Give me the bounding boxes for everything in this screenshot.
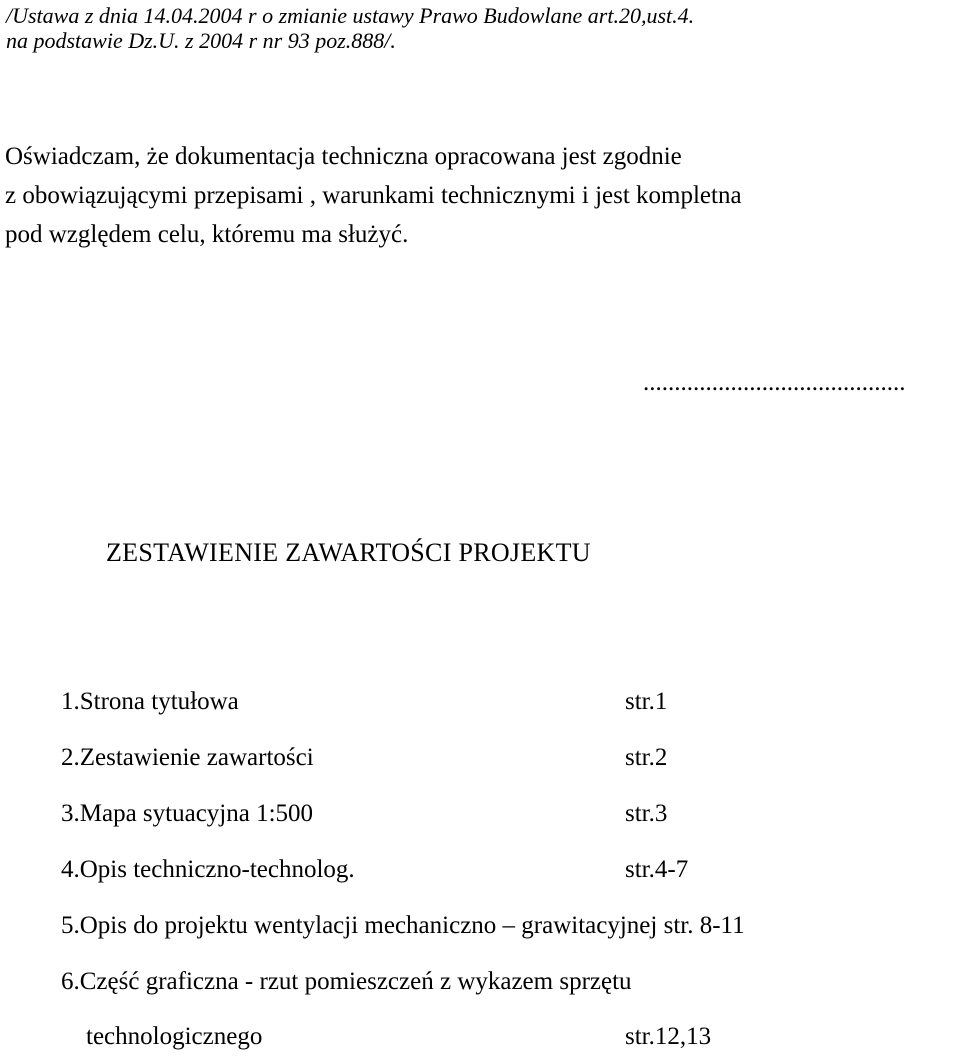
declaration-line-1: Oświadczam, że dokumentacja techniczna opracowana jest zgodnie [5, 143, 682, 170]
legal-reference-line-2: na podstawie Dz.U. z 2004 r nr 93 poz.888/. [6, 28, 396, 53]
toc-item-label: 1.Strona tytułowa [61, 688, 239, 715]
toc-item-page: str.12,13 [625, 1023, 712, 1050]
declaration-line-2: z obowiązującymi przepisami , warunkami technicznymi i jest kompletna [5, 182, 742, 209]
toc-item-label: 2.Zestawienie zawartości [61, 744, 314, 771]
toc-item-page: str.2 [625, 744, 668, 771]
toc-item-label: 4.Opis techniczno-technolog. [61, 856, 355, 883]
section-title: ZESTAWIENIE ZAWARTOŚCI PROJEKTU [106, 538, 591, 567]
declaration-line-3: pod względem celu, któremu ma służyć. [5, 221, 409, 248]
toc-item-page: str.3 [625, 800, 668, 827]
toc-item-label: 5.Opis do projektu wentylacji mechaniczno – grawitacyjnej str. 8-11 [61, 912, 745, 939]
toc-item-page: str.1 [625, 688, 668, 715]
toc-item-label: technologicznego [86, 1023, 263, 1050]
signature-line: .......................................... [643, 369, 906, 396]
toc-item-label: 6.Część graficzna - rzut pomieszczeń z wykazem sprzętu [61, 968, 632, 995]
toc-item-label: 3.Mapa sytuacyjna 1:500 [61, 800, 314, 827]
legal-reference-line-1: /Ustawa z dnia 14.04.2004 r o zmianie ustawy Prawo Budowlane art.20,ust.4. [6, 3, 695, 28]
toc-item-page: str.4-7 [625, 856, 689, 883]
